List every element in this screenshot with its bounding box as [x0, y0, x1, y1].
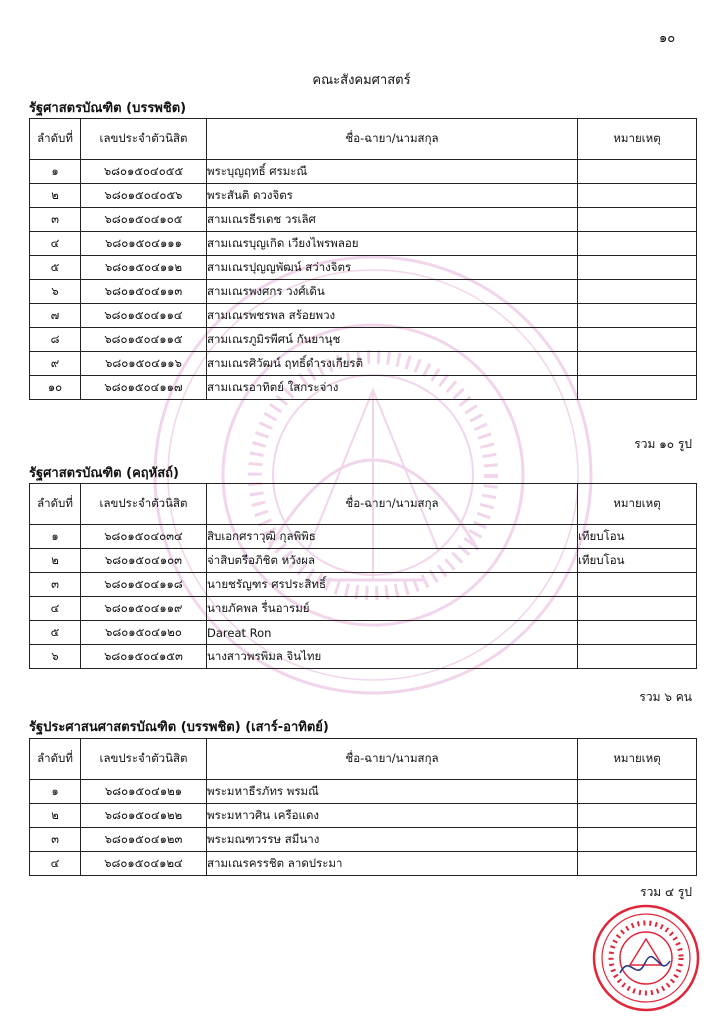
student-id-cell: ๖๘๐๑๕๐๔๑๑๓: [81, 280, 207, 304]
header-remark: หมายเหตุ: [578, 119, 697, 160]
page-number: ๑๐: [659, 31, 676, 46]
faculty-title: คณะสังคมศาสตร์: [312, 73, 411, 88]
table-row: [30, 232, 697, 256]
student-id-cell: ๖๘๐๑๕๐๔๑๒๓: [81, 828, 207, 852]
row-number: ๙: [30, 352, 81, 376]
header-no: ลำดับที่: [30, 119, 81, 160]
row-number: ๑: [30, 780, 81, 804]
roster-table-public-administration-monastic: [29, 738, 697, 876]
student-id-cell: ๖๘๐๑๕๐๔๑๑๕: [81, 328, 207, 352]
table-row: [30, 184, 697, 208]
remark-cell: [578, 160, 697, 184]
student-name-cell: สามเณรศิวัฒน์ ฤทธิ์ดำรงเกียรติ: [207, 352, 578, 376]
section-title-political-science-monastic: รัฐศาสตรบัณฑิต (บรรพชิต): [29, 101, 187, 116]
row-number: ๒: [30, 804, 81, 828]
student-id-cell: ๖๘๐๑๕๐๔๐๕๕: [81, 160, 207, 184]
row-number: ๔: [30, 597, 81, 621]
table-row: [30, 780, 697, 804]
official-seal-stamp: [590, 903, 702, 1013]
header-student-id: เลขประจำตัวนิสิต: [81, 484, 207, 525]
student-id-cell: ๖๘๐๑๕๐๔๐๓๔: [81, 525, 207, 549]
row-number: ๑: [30, 160, 81, 184]
remark-cell: [578, 597, 697, 621]
student-id-cell: ๖๘๐๑๕๐๔๑๑๑: [81, 232, 207, 256]
section-title-political-science-lay: รัฐศาสตรบัณฑิต (คฤหัสถ์): [29, 466, 179, 481]
table-row: [30, 828, 697, 852]
student-name-cell: พระมหาธีรภัทร พรมณี: [207, 780, 578, 804]
table-header-row: [30, 484, 697, 525]
student-id-cell: ๖๘๐๑๕๐๔๑๒๑: [81, 780, 207, 804]
table-row: [30, 525, 697, 549]
header-remark: หมายเหตุ: [578, 484, 697, 525]
table-row: [30, 376, 697, 400]
remark-cell: [578, 376, 697, 400]
remark-cell: [578, 280, 697, 304]
student-name-cell: สามเณรพงศกร วงศ์เดิน: [207, 280, 578, 304]
header-name: ชื่อ-ฉายา/นามสกุล: [207, 119, 578, 160]
table-row: [30, 645, 697, 669]
student-name-cell: พระมณฑวรรษ สมีนาง: [207, 828, 578, 852]
remark-cell: [578, 573, 697, 597]
row-number: ๔: [30, 852, 81, 876]
student-id-cell: ๖๘๐๑๕๐๔๑๒๐: [81, 621, 207, 645]
table-row: [30, 208, 697, 232]
row-number: ๔: [30, 232, 81, 256]
remark-cell: [578, 232, 697, 256]
table-header-row: [30, 739, 697, 780]
header-student-id: เลขประจำตัวนิสิต: [81, 119, 207, 160]
table-row: [30, 549, 697, 573]
student-id-cell: ๖๘๐๑๕๐๔๑๑๘: [81, 573, 207, 597]
row-number: ๑๐: [30, 376, 81, 400]
remark-cell: เทียบโอน: [578, 525, 697, 549]
table-row: [30, 160, 697, 184]
student-name-cell: นายชรัญฑร ศรประสิทธิ์: [207, 573, 578, 597]
header-name: ชื่อ-ฉายา/นามสกุล: [207, 484, 578, 525]
table-row: [30, 597, 697, 621]
table-row: [30, 256, 697, 280]
remark-cell: [578, 256, 697, 280]
student-id-cell: ๖๘๐๑๕๐๔๑๑๒: [81, 256, 207, 280]
header-name: ชื่อ-ฉายา/นามสกุล: [207, 739, 578, 780]
student-name-cell: พระสันติ ดวงจิตร: [207, 184, 578, 208]
row-number: ๖: [30, 280, 81, 304]
remark-cell: [578, 645, 697, 669]
section-total: รวม ๔ รูป: [640, 885, 692, 899]
student-name-cell: สามเณรพชรพล สร้อยพวง: [207, 304, 578, 328]
remark-cell: [578, 208, 697, 232]
row-number: ๓: [30, 208, 81, 232]
remark-cell: [578, 780, 697, 804]
row-number: ๕: [30, 256, 81, 280]
header-no: ลำดับที่: [30, 484, 81, 525]
student-name-cell: สิบเอกศราวุฒิ กุลพิพิธ: [207, 525, 578, 549]
row-number: ๗: [30, 304, 81, 328]
table-body: [30, 780, 697, 876]
student-id-cell: ๖๘๐๑๕๐๔๑๑๔: [81, 304, 207, 328]
student-id-cell: ๖๘๐๑๕๐๔๑๒๔: [81, 852, 207, 876]
header-student-id: เลขประจำตัวนิสิต: [81, 739, 207, 780]
remark-cell: [578, 184, 697, 208]
table-body: [30, 525, 697, 669]
table-row: [30, 621, 697, 645]
table-row: [30, 304, 697, 328]
remark-cell: [578, 304, 697, 328]
section-title-public-administration-monastic: รัฐประศาสนศาสตรบัณฑิต (บรรพชิต) (เสาร์-อาทิตย์): [29, 720, 329, 735]
student-name-cell: จ่าสิบตรีอภิชิต หวังผล: [207, 549, 578, 573]
row-number: ๒: [30, 184, 81, 208]
remark-cell: [578, 804, 697, 828]
remark-cell: [578, 352, 697, 376]
table-row: [30, 352, 697, 376]
header-no: ลำดับที่: [30, 739, 81, 780]
remark-cell: เทียบโอน: [578, 549, 697, 573]
table-row: [30, 573, 697, 597]
table-row: [30, 280, 697, 304]
roster-table-political-science-lay: [29, 483, 697, 669]
student-name-cell: นางสาวพรพิมล จินไทย: [207, 645, 578, 669]
table-header-row: [30, 119, 697, 160]
student-name-cell: สามเณรครรชิต ลาดประมา: [207, 852, 578, 876]
remark-cell: [578, 328, 697, 352]
header-remark: หมายเหตุ: [578, 739, 697, 780]
student-id-cell: ๖๘๐๑๕๐๔๐๕๖: [81, 184, 207, 208]
table-row: [30, 804, 697, 828]
student-name-cell: พระมหาวศิน เครือแดง: [207, 804, 578, 828]
row-number: ๘: [30, 328, 81, 352]
section-total: รวม ๖ คน: [639, 690, 692, 704]
row-number: ๓: [30, 573, 81, 597]
student-id-cell: ๖๘๐๑๕๐๔๑๑๖: [81, 352, 207, 376]
student-id-cell: ๖๘๐๑๕๐๔๑๐๓: [81, 549, 207, 573]
remark-cell: [578, 828, 697, 852]
student-name-cell: สามเณรปุญญพัฒน์ สว่างจิตร: [207, 256, 578, 280]
student-name-cell: สามเณรธีรเดช วรเลิศ: [207, 208, 578, 232]
student-id-cell: ๖๘๐๑๕๐๔๑๒๒: [81, 804, 207, 828]
remark-cell: [578, 621, 697, 645]
student-id-cell: ๖๘๐๑๕๐๔๑๕๓: [81, 645, 207, 669]
student-id-cell: ๖๘๐๑๕๐๔๑๐๕: [81, 208, 207, 232]
table-row: [30, 852, 697, 876]
row-number: ๓: [30, 828, 81, 852]
table-row: [30, 328, 697, 352]
row-number: ๒: [30, 549, 81, 573]
row-number: ๕: [30, 621, 81, 645]
section-total: รวม ๑๐ รูป: [634, 437, 692, 451]
student-name-cell: สามเณรอาทิตย์ ใสกระจ่าง: [207, 376, 578, 400]
roster-table-political-science-monastic: [29, 118, 697, 400]
student-name-cell: พระบุญฤทธิ์ ศรมะณี: [207, 160, 578, 184]
student-name-cell: สามเณรภูมิรพีศน์ กันยานุช: [207, 328, 578, 352]
table-body: [30, 160, 697, 400]
row-number: ๖: [30, 645, 81, 669]
student-name-cell: Dareat Ron: [207, 621, 578, 645]
student-name-cell: นายภัคพล รื่นอารมย์: [207, 597, 578, 621]
student-id-cell: ๖๘๐๑๕๐๔๑๑๙: [81, 597, 207, 621]
remark-cell: [578, 852, 697, 876]
student-id-cell: ๖๘๐๑๕๐๔๑๑๗: [81, 376, 207, 400]
row-number: ๑: [30, 525, 81, 549]
student-name-cell: สามเณรบุญเกิด เวียงไพรพลอย: [207, 232, 578, 256]
